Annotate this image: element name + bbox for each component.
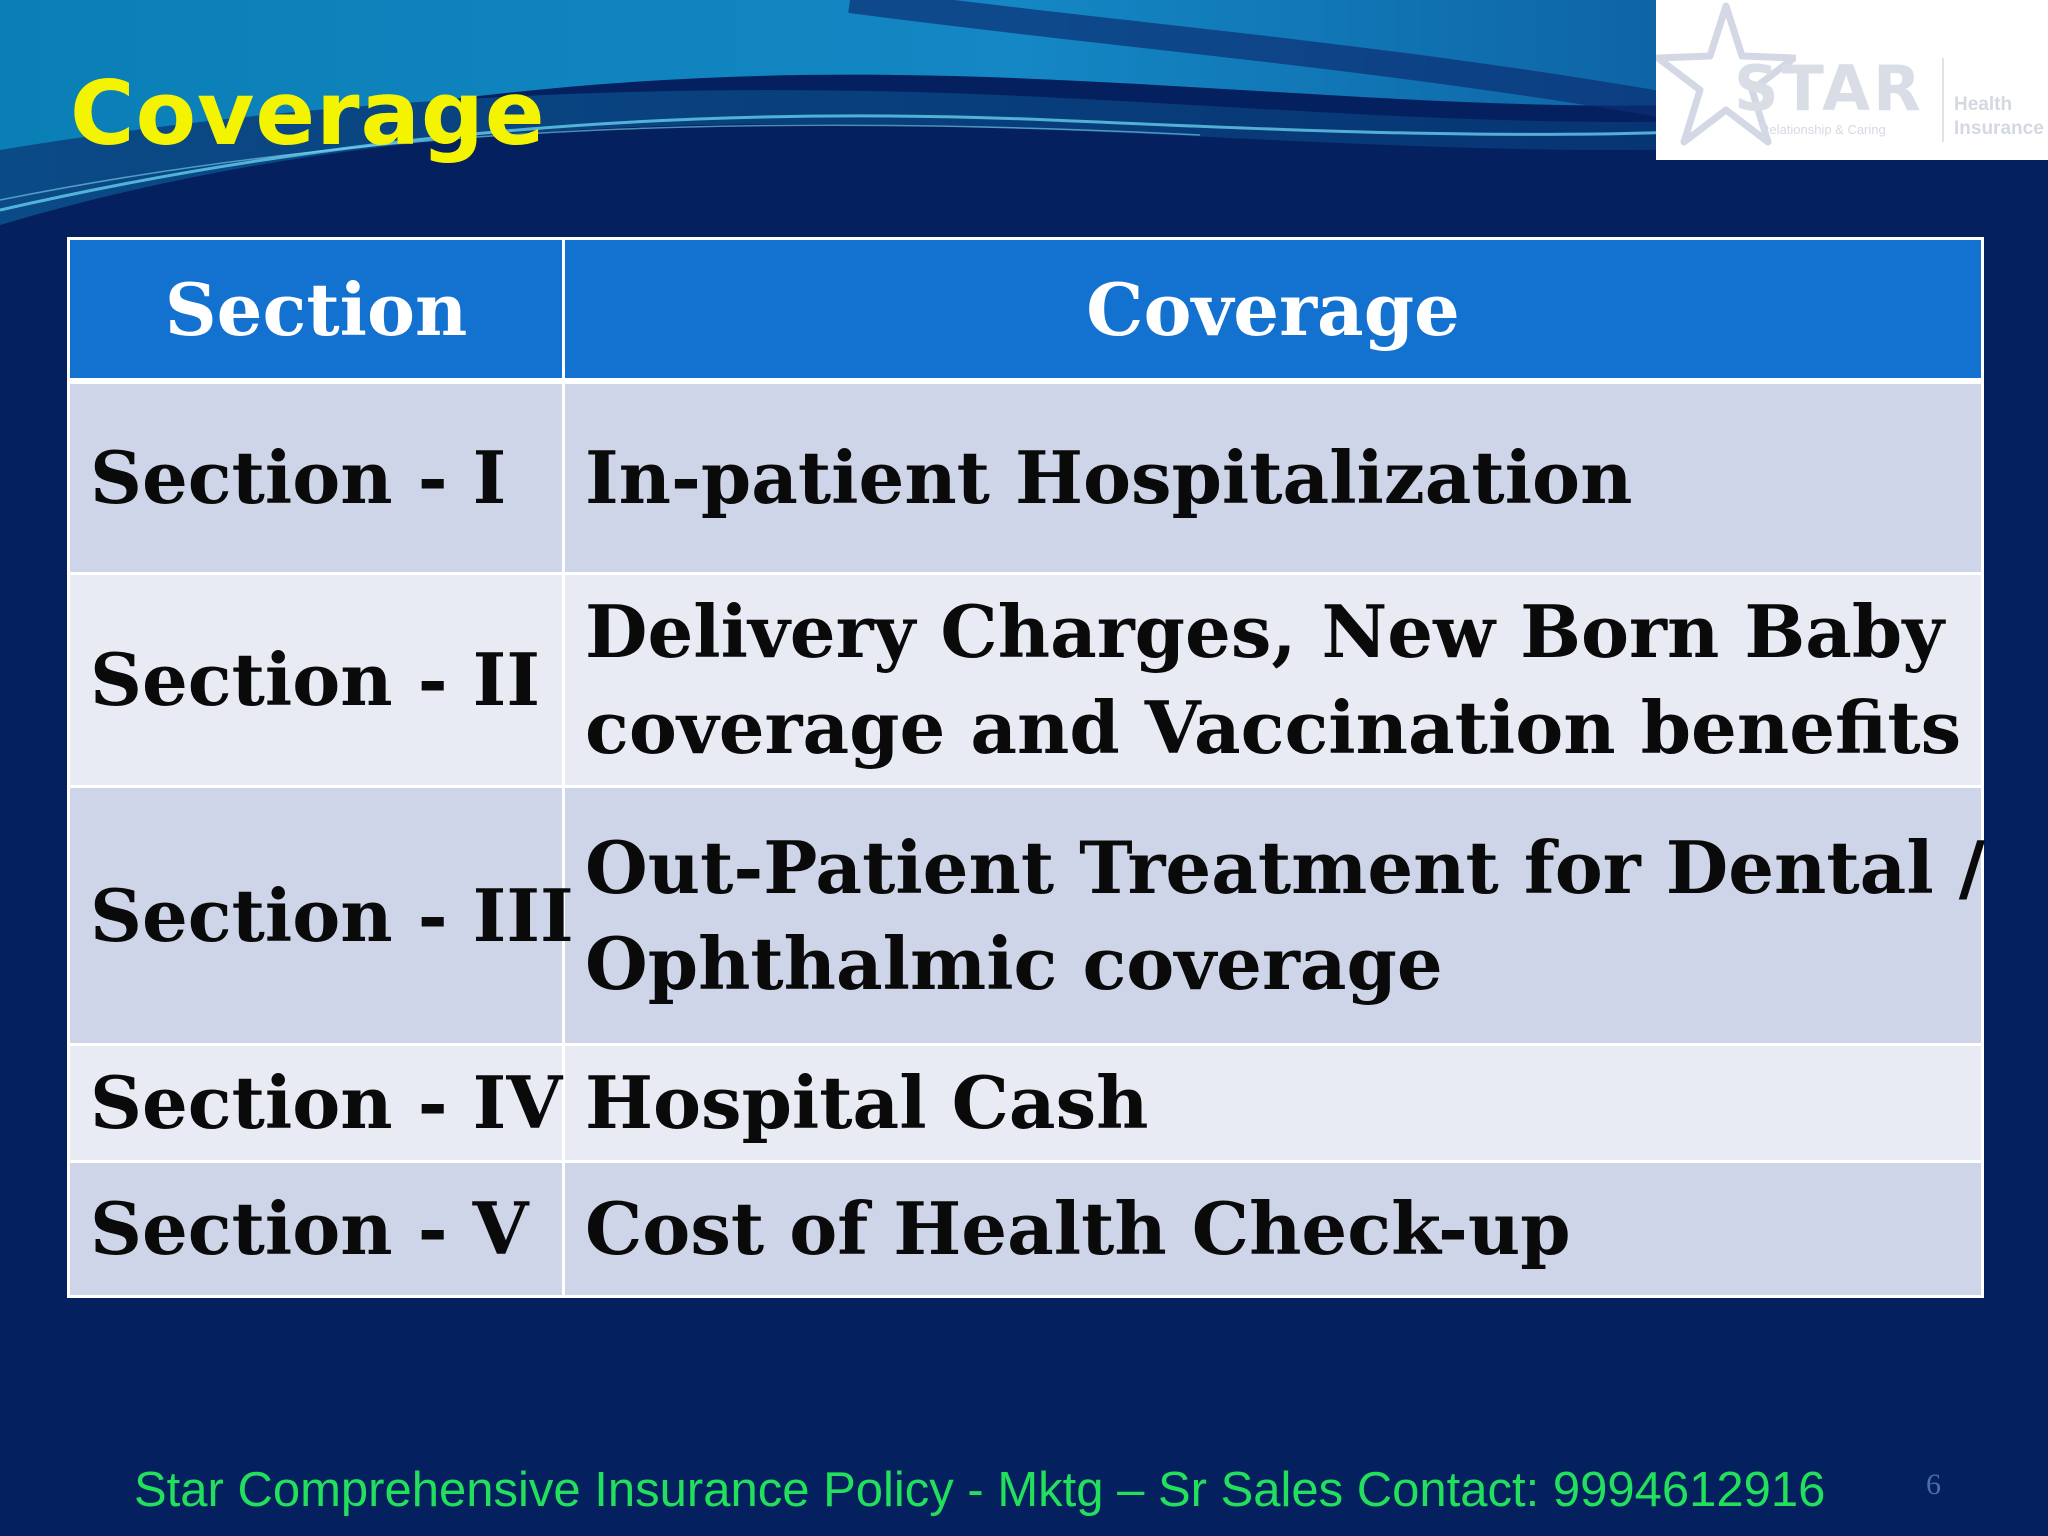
- coverage-table: [67, 237, 1984, 1298]
- footer-text: Star Comprehensive Insurance Policy - Mktg – Sr Sales Contact: 9994612916: [134, 1463, 1826, 1517]
- page-number: 6: [1926, 1468, 1941, 1501]
- coverage-cell: [564, 574, 1983, 787]
- coverage-cell: [564, 1045, 1983, 1162]
- table-header-row: [69, 239, 1983, 382]
- section-cell: Section - III: [69, 787, 564, 1045]
- logo-divider: [1942, 58, 1944, 142]
- table-row: [69, 787, 1983, 1045]
- table-row: [69, 381, 1983, 574]
- table-row: [69, 1162, 1983, 1297]
- coverage-line: coverage and Vaccination benefits: [585, 685, 1962, 770]
- star-health-logo: [1656, 0, 2048, 160]
- coverage-column-header: Coverage: [564, 239, 1983, 382]
- table-row: [69, 574, 1983, 787]
- table-row: [69, 1045, 1983, 1162]
- coverage-line: Delivery Charges, New Born Baby: [585, 589, 1945, 674]
- logo-tagline: Relationship & Caring: [1760, 122, 1886, 137]
- coverage-cell: [564, 787, 1986, 1045]
- coverage-line: In-patient Hospitalization: [585, 435, 1633, 520]
- coverage-line: Cost of Health Check-up: [585, 1186, 1571, 1271]
- section-cell: Section - I: [69, 381, 564, 574]
- section-cell: Section - II: [69, 574, 564, 787]
- coverage-cell: [564, 381, 1983, 574]
- section-cell: Section - IV: [69, 1045, 564, 1162]
- coverage-line: Out-Patient Treatment for Dental /: [585, 824, 1986, 910]
- logo-brand-text: STAR: [1734, 52, 1924, 125]
- section-column-header: Section: [69, 239, 564, 382]
- slide-title: Coverage: [70, 62, 546, 165]
- section-cell: Section - V: [69, 1162, 564, 1297]
- coverage-cell: [564, 1162, 1983, 1297]
- coverage-line: Hospital Cash: [585, 1060, 1149, 1145]
- logo-insurance-text: Insurance: [1954, 118, 2044, 139]
- logo-health-text: Health: [1954, 94, 2013, 115]
- coverage-line: Ophthalmic coverage: [585, 920, 1443, 1006]
